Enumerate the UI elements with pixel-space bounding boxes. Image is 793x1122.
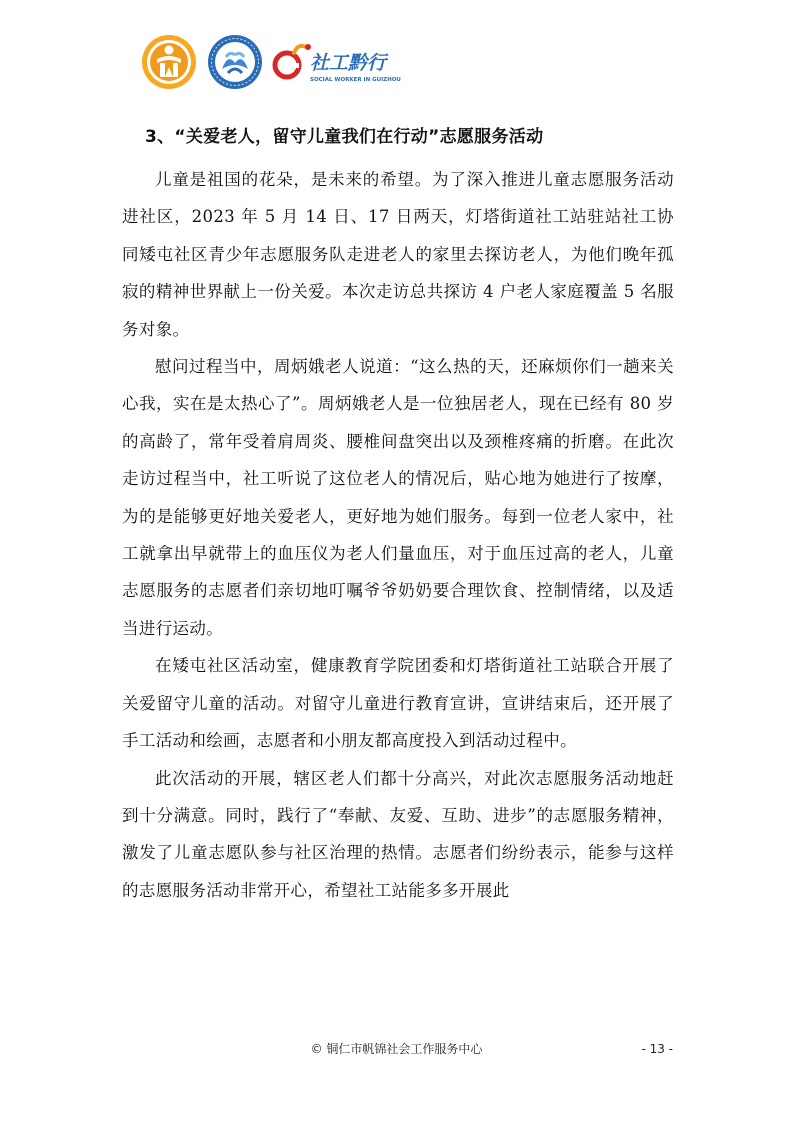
page-number: - 13 - (641, 1042, 673, 1056)
logo-title-text: 社工黔行 (310, 52, 387, 74)
blue-circle-logo (206, 33, 264, 91)
paragraph: 在矮屯社区活动室，健康教育学院团委和灯塔街道社工站联合开展了关爱留守儿童的活动。对留守儿童进行教育宣讲，宣讲结束后，还开展了手工活动和绘画，志愿者和小朋友都高度投入到活动过程中。 (122, 656, 674, 751)
footer-organization: © 铜仁市帆锦社会工作服务中心 (310, 1042, 483, 1056)
body-text (122, 161, 674, 909)
logo-subtitle-text: SOCIAL WORKER IN GUIZHOU (310, 77, 401, 83)
paragraph: 慰问过程当中，周炳娥老人说道：“这么热的天，还麻烦你们一趟来关心我，实在是太热心了”。周炳娥老人是一位独居老人，现在已经有 80 岁的高龄了，常年受着肩周炎、腰椎间盘突出以及颈椎疼痛的折磨。在此次走访过程当中，社工听说了这位老人的情况后，贴心地为她进行了按摩，为的是能够更好地关爱老人，更好地为她们服务。每到一位老人家中，社工就拿出早就带上的血压仪为老人们量血压，对于血压过高的老人，儿童志愿服务的志愿者们亲切地叮嘱爷爷奶奶要合理饮食、控制情绪，以及适当进行运动。 (122, 357, 674, 638)
social-worker-guizhou-logo (272, 33, 401, 91)
section-title: 3、“关爱老人，留守儿童我们在行动”志愿服务活动 (145, 127, 544, 147)
paragraph: 此次活动的开展，辖区老人们都十分高兴，对此次志愿服务活动地赶到十分满意。同时，践行了“奉献、友爱、互助、进步”的志愿服务精神，激发了儿童志愿队参与社区治理的热情。志愿者们纷纷表示，能参与这样的志愿服务活动非常开心，希望社工站能多多开展此 (122, 768, 674, 900)
orange-emblem-logo (140, 33, 198, 91)
header-logos (140, 33, 401, 91)
paragraph: 儿童是祖国的花朵，是未来的希望。为了深入推进儿童志愿服务活动进社区，2023 年 5 月 14 日、17 日两天，灯塔街道社工站驻站社工协同矮屯社区青少年志愿服务队走进老人的家里去探访老人，为他们晚年孤寂的精神世界献上一份关爱。本次走访总共探访 4 户老人家庭覆盖 5 名服务对象。 (122, 170, 674, 339)
